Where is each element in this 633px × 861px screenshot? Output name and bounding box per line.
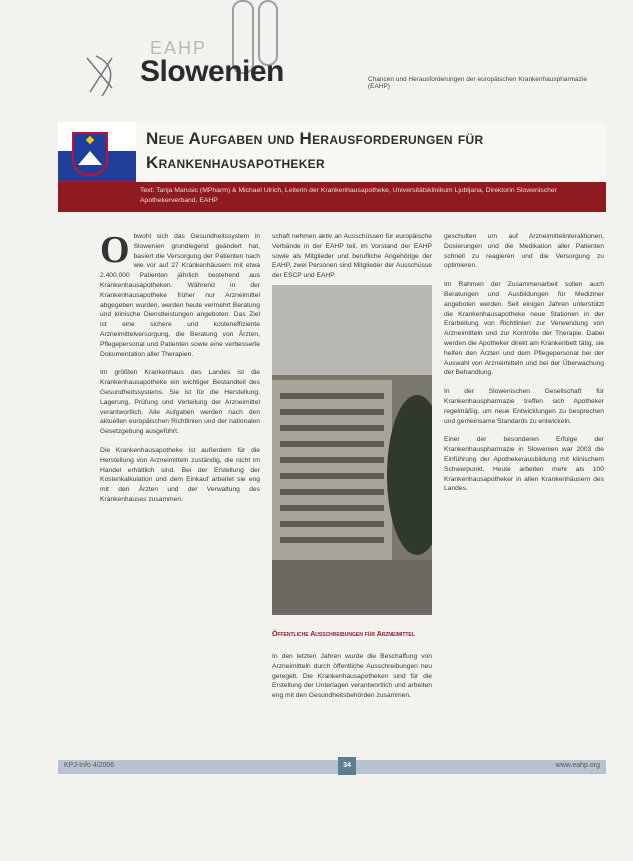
column-1 bbox=[100, 229, 260, 514]
hospital-photo bbox=[272, 285, 432, 615]
footer-right: www.eahp.org bbox=[555, 762, 600, 769]
paragraph: Einer der besonderen Erfolge der Krankenhauspharmazie in Slowenien war 2003 die Einführung der Apothekerausbildung mit klinischem Schwerpunkt. Heute arbeiten mehr als 100 Krankenhausapotheker in allen Krankenhäusern des Landes. bbox=[444, 436, 604, 493]
country-heading: Slowenien bbox=[140, 55, 284, 88]
footer-bar bbox=[58, 760, 606, 774]
paragraph: Im Rahmen der Zusammenarbeit sollen auch Beratungen und Ausbildungen für Mediziner angeboten werden. Seit einigen Jahren unterstützt die Krankenhausapotheke neue Stationen in der Erarbeitung von Richtlinien zur Verwendung von Arzneimitteln und zur Kontrolle der Therapie. Dabei werden die Apotheker direkt am Krankenbett tätig, sie helfen den Ärzten und dem Pflegepersonal bei der Auswahl von Arzneimitteln und bei der Überwachung der Behandlung. bbox=[444, 281, 604, 377]
drop-cap: O bbox=[100, 229, 130, 271]
byline: Text: Tanja Marusic (MPharm) & Michael Ulrich, Leiterin der Krankenhausapotheke, Universitätsklinikum Ljubljana, Direktorin Slowenischer Apothekerverband, EAHP bbox=[140, 187, 557, 204]
coat-of-arms-icon bbox=[72, 132, 108, 176]
footer-left: KPJ-Info 4/2006 bbox=[64, 762, 115, 769]
paragraph: Im größten Krankenhaus des Landes ist die Krankenhausapotheke ein wichtiger Bestandteil des Gesundheitssystems. Sie ist für die Herstellung, Lagerung, Prüfung und Verteilung der Arzneimittel verantwortlich. Alle Aufgaben werden nach den aktuellen europäischen Richtlinien und der nationalen Gesetzgebung ausgeführt. bbox=[100, 369, 260, 436]
subheading: Öffentliche Ausschreibungen für Arzneimittel bbox=[272, 631, 415, 638]
page-number: 34 bbox=[338, 757, 356, 775]
article-title: Neue Aufgaben und Herausforderungen für Krankenhausapotheker bbox=[146, 129, 484, 172]
column-2-top bbox=[272, 232, 432, 290]
paragraph: In der Slowenischen Gesellschaft für Krankenhauspharmazie treffen sich Apotheker regelmäßig, um neue Entwicklungen zu besprechen und gemeinsame Standards zu entwickeln. bbox=[444, 388, 604, 425]
series-caption: Chancen und Herausforderungen der europäischen Krankenhauspharmazie (EAHP) bbox=[368, 76, 587, 90]
column-3 bbox=[444, 232, 604, 503]
paragraph: In den letzten Jahren wurde die Beschaffung von Arzneimitteln durch öffentliche Ausschreibungen neu geregelt. Die Krankenhausapotheken sind für die Erstellung der Unterlagen verantwortlich und arbeiten eng mit den Gesundheitsbehörden zusammen. bbox=[272, 653, 432, 700]
paragraph: schaft nehmen aktiv an Ausschüssen für europäische Verbände in der EAHP teil, im Vorstand der EAHP sowie als Mitglieder und berufliche Angehörige der EAHP, zwei Personen sind Mitglieder der Ausschüsse der ESCP und EAHP. bbox=[272, 233, 432, 280]
logo-mark bbox=[82, 48, 134, 106]
paragraph: bwohl sich das Gesundheitssystem in Slowenien grundlegend geändert hat, basiert die Versorgung der Patienten nach wie vor auf 27 Krankenhäusern mit etwa 2.400.000 Patienten jährlich bestehend aus Krankenhausapotheken. Während in der Krankenhausapotheke früher nur Arzneimittel abgegeben wurden, werden heute vermehrt Beratung und klinische Dienstleistungen angeboten. Das Ziel ist eine sichere und kosteneffiziente Arzneimittelversorgung, die Beratung von Ärzten, Pflegepersonal und Patienten sowie eine verbesserte Dokumentation aller Therapien. bbox=[100, 233, 260, 358]
paragraph: geschulten um auf Arzneimittelinteraktionen, Dosierungen und die Medikation aller Patienten schnell zu reagieren und die Versorgung zu optimieren. bbox=[444, 233, 604, 270]
paragraph: Die Krankenhausapotheke ist außerdem für die Herstellung von Arzneimitteln zuständig, die nicht im Handel erhältlich sind. Bei der Erstellung der Kostenkalkulation und dem Einkauf arbeitet sie eng mit den Ärzten und der Verwaltung des Krankenhauses zusammen. bbox=[100, 446, 260, 503]
decorative-wordmark: EAHP bbox=[150, 38, 208, 58]
column-2-bottom bbox=[272, 652, 432, 710]
